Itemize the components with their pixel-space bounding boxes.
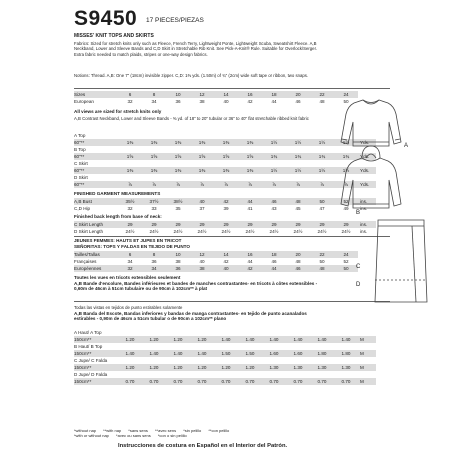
legend-item: *sin pelillo [183,428,202,433]
es-note-views: Todas las vistas en tejidos de punto estirables solamente [74,305,183,310]
measure-cell: 29 [118,221,142,228]
divider [74,236,390,237]
view-label: C Jupe/ C Falda [74,358,108,363]
yardage-cell: 1¾ [286,153,310,160]
yardage-row [74,139,376,146]
yardage-cell: 1¾ [310,153,334,160]
yardage-cell: 1⅜ [190,167,214,174]
legend-item: **con pelillo [208,428,230,433]
yardage-cell: 0.70 [310,378,334,385]
size-cell: 50 [319,259,325,264]
size-cell: 32 [127,99,133,104]
size-cell: 16 [238,91,262,98]
measure-cell: 29 [166,221,190,228]
yardage-cell: ⅞ [166,181,190,188]
yardage-cell: 0.70 [262,378,286,385]
size-cell: 48 [295,259,301,264]
footer-note: Instrucciones de costura en Español en el Interior del Patrón. [118,443,288,449]
measure-cell: 44 [238,198,262,205]
fr-note-bands: A,B Bande d'encolure, Bandes inférieures et bandes de manches contrastantes- en tricots à côtes extensibles - 0,60m de 46cm à 51cm tubulaire ou de 90cm à 102cm** à plat [74,281,318,292]
size-cell: 40 [214,265,238,272]
legend-item: *with or without nap [74,433,109,438]
view-a-label: A [404,143,409,149]
yardage-cell: ⅞ [334,181,358,188]
pattern-code: S9450 [74,7,138,30]
yardage-cell: 0.70 [118,378,142,385]
back-length-table [74,221,376,235]
intl-sizes-row [74,251,358,258]
size-cell: 36 [166,265,190,272]
intl-sizes-table [74,251,361,272]
size-cell: 16 [238,251,262,258]
yardage-cell: 1.40 [190,350,214,357]
measure-cell: 24½ [197,229,207,234]
size-cell: 20 [286,91,310,98]
view-b-illustration [336,143,409,214]
back-length-title: Finished back length from base of neck: [74,214,162,219]
measure-cell: 29 [262,221,286,228]
view-label: C Skirt [74,161,88,166]
contrast-note: A,B Contrast Neckband, Lower and Sleeve Bands - ⅜ yd. of 18" to 20" tubular or 36" to 40" flat stretchable ribbed knit fabric [74,116,309,121]
yardage-cell: 1.40 [334,336,358,343]
yardage-cell: ⅞ [262,181,286,188]
size-cell: 46 [271,259,277,264]
size-cell: 38 [199,99,205,104]
fabric-width: 150cm** [74,378,118,385]
yardage-cell: 1.60 [262,350,286,357]
yardage-cell: 1¾ [262,153,286,160]
sizes-eu-label: European [74,99,94,104]
pieces-count: 17 PIECES/PIEZAS [146,17,204,24]
yardage-cell: 1⅝ [214,153,238,160]
yardage-cell: 1.80 [334,350,358,357]
unit: ins. [358,221,376,228]
size-cell: 8 [142,91,166,98]
yardage-cell: ⅞ [118,181,142,188]
size-cell: 18 [262,251,286,258]
yardage-row [74,336,376,343]
yardage-cell: 0.70 [238,378,262,385]
yardage-cell: 1.40 [262,336,286,343]
yardage-cell: 1⅝ [166,153,190,160]
size-cell: 22 [310,91,334,98]
measure-cell: 37½ [142,198,166,205]
size-cell: 44 [271,99,277,104]
measure-cell: 35½ [118,198,142,205]
measure-cell: 24½ [125,229,135,234]
size-cell: 12 [190,251,214,258]
fabrics-text: Fabrics: Sized for stretch knits only such as Fleece, French Terry, Lightweight Ponte, Lightweight Scuba, Sweatshirt Fleece. A,B Neckband, Lower and Sleeve Bands and C,D Skirt in Stretchable Rib Knit. See Pick-A-Knit® Rule. Suitable for Overlock/Serger. Extra fabric needed to match plaids, stripes or one-way design fabrics. [74,41,317,57]
finished-label: C,D Hip [74,206,91,211]
measure-cell: 24½ [341,229,351,234]
measure-cell: 50 [310,198,334,205]
view-row [74,132,376,139]
size-cell: 44 [247,259,253,264]
yardage-cell: 1.40 [142,350,166,357]
yardage-cell: ⅞ [286,181,310,188]
yardage-cell: 0.70 [334,378,358,385]
measure-cell: 29 [142,221,166,228]
fr-sizes-row [74,258,358,265]
nap-legend [74,428,374,438]
unit: ins. [360,229,368,234]
yardage-cell: 1½ [334,167,358,174]
yardage-cell: 1⅜ [142,167,166,174]
size-cell: 42 [223,259,229,264]
divider [74,88,390,89]
yardage-cell: 1.30 [310,364,334,371]
view-d-label: D [356,282,361,288]
legend-item: *sans sens [128,428,148,433]
fr-title: JEUNES FEMMES: HAUTS ET JUPES EN TRICOT [74,238,182,243]
yardage-cell: 1.40 [118,350,142,357]
yardage-row [74,350,376,357]
es-title: SEÑORITAS: TOPS Y FALDAS EN TEJIDO DE PUNTO [74,244,190,249]
back-length-label: C Skirt Length [74,221,118,228]
size-cell: 14 [214,251,238,258]
yardage-cell: 1.20 [190,336,214,343]
measure-cell: 42 [214,198,238,205]
yardage-cell: 1.30 [262,364,286,371]
yardage-cell: 1⅝ [190,153,214,160]
eu-sizes-label: Européennes [74,265,118,272]
measure-cell: 24½ [293,229,303,234]
yardage-cell: 0.70 [166,378,190,385]
size-cell: 36 [175,99,181,104]
yardage-cell: 1⅜ [142,139,166,146]
finished-row [74,198,376,205]
measure-cell: 46 [262,198,286,205]
yardage-cell: 1.20 [142,364,166,371]
measure-cell: 29 [238,221,262,228]
unit: M [358,336,376,343]
size-cell: 44 [262,265,286,272]
yardage-cell: 1½ [334,139,358,146]
yardage-row [74,181,376,188]
unit: Yds. [358,167,376,174]
yardage-cell: 1½ [310,139,334,146]
view-label: D Jupe/ D Falda [74,372,108,377]
unit: ins. [358,198,376,205]
view-row [74,329,376,336]
yardage-cell: 0.70 [190,378,214,385]
yardage-cell: 0.70 [142,378,166,385]
size-cell: 42 [247,99,253,104]
fabric-width: 60"** [74,181,118,188]
view-label: A Top [74,133,86,138]
size-cell: 10 [166,251,190,258]
fr-note-views: Toutes les vues en tricots extensibles seulement [74,275,181,280]
finished-table [74,198,376,212]
view-label: D Skirt [74,175,88,180]
view-label: B Haut/ B Top [74,344,103,349]
fabric-width: 60"** [74,153,118,160]
yardage-cell: 1.50 [214,350,238,357]
yardage-en-table [74,132,376,188]
unit: M [358,364,376,371]
yardage-cell: 1.60 [286,350,310,357]
measure-cell: 47 [319,206,325,211]
divider [74,301,390,302]
yardage-cell: 1⅝ [118,153,142,160]
size-cell: 42 [238,265,262,272]
yardage-metric-table [74,329,376,385]
yardage-cell: 1⅜ [238,167,262,174]
view-cd-illustration [372,218,430,306]
measure-cell: 24½ [221,229,231,234]
measure-cell: 32 [127,206,133,211]
size-cell: 6 [118,251,142,258]
measure-cell: 29 [334,221,358,228]
back-length-row [74,221,376,228]
size-cell: 52 [343,259,349,264]
size-cell: 14 [214,91,238,98]
measure-cell: 24½ [173,229,183,234]
yardage-cell: ⅞ [142,181,166,188]
measure-cell: 41 [247,206,253,211]
measure-cell: 37 [199,206,205,211]
yardage-cell: 1.20 [142,336,166,343]
yardage-cell: 1.40 [166,350,190,357]
size-cell: 8 [142,251,166,258]
yardage-cell: 1⅜ [166,167,190,174]
yardage-cell: 1.20 [238,364,262,371]
sizes-table [74,91,358,105]
view-b-label: B [356,210,361,216]
yardage-cell: 1⅜ [166,139,190,146]
yardage-cell: 0.70 [214,378,238,385]
legend-item: *without nap [74,428,97,433]
size-cell: 10 [166,91,190,98]
yardage-cell: 1⅝ [142,153,166,160]
yardage-cell: 1.50 [238,350,262,357]
yardage-cell: 1½ [286,139,310,146]
yardage-cell: 1⅜ [118,167,142,174]
yardage-cell: 0.70 [286,378,310,385]
finished-row [74,205,376,212]
measure-cell: 24½ [245,229,255,234]
size-cell: 24 [334,91,358,98]
view-label: A Haut/ A Top [74,330,102,335]
size-cell: 34 [142,265,166,272]
measure-cell: 48 [286,198,310,205]
yardage-cell: 1.40 [238,336,262,343]
measure-cell: 52 [334,198,358,205]
size-cell: 38 [175,259,181,264]
unit: Yds. [358,181,376,188]
measure-cell: 29 [214,221,238,228]
size-cell: 22 [310,251,334,258]
sizes-eu-row [74,98,358,105]
sizes-us-label: Sizes [74,91,118,98]
measure-cell: 38½ [166,198,190,205]
size-cell: 40 [223,99,229,104]
yardage-cell: 1.20 [166,364,190,371]
measure-cell: 24½ [269,229,279,234]
yardage-cell: 1.30 [286,364,310,371]
yardage-cell: ⅞ [190,181,214,188]
legend-item: **with nap [103,428,122,433]
size-cell: 34 [127,259,133,264]
measure-cell: 39 [223,206,229,211]
yardage-cell: 1½ [262,167,286,174]
size-cell: 38 [190,265,214,272]
yardage-cell: 1⅝ [238,153,262,160]
fabric-width: 150cm** [74,364,118,371]
size-cell: 18 [262,91,286,98]
view-label: B Top [74,147,86,152]
size-cell: 40 [199,259,205,264]
eu-sizes-row [74,265,358,272]
measure-cell: 24½ [149,229,159,234]
legend-item: *con o sin pelillo [157,433,187,438]
size-cell: 50 [334,265,358,272]
yardage-cell: 1.20 [214,364,238,371]
size-cell: 24 [334,251,358,258]
es-note-bands: A,B Banda del Escote, Bandas inferiores y bandas de manga contrastantes- en tejido de punto acanalados estirables - 0,90m de 46cm a 51cm tubular o de 90cm a 102cm** plano [74,311,307,322]
unit: M [358,378,376,385]
fr-sizes-label: Françaises [74,259,97,264]
fabric-width: 60"** [74,139,118,146]
size-cell: 32 [118,265,142,272]
view-row [74,371,376,378]
view-row [74,343,376,350]
intl-sizes-label: Tailles/Tallas [74,251,118,258]
yardage-cell: 1⅜ [214,139,238,146]
fabric-width: 150cm** [74,350,118,357]
measure-cell: 29 [310,221,334,228]
yardage-cell: 1⅜ [238,139,262,146]
unit: M [358,350,376,357]
yardage-row [74,153,376,160]
yardage-cell: 1.20 [118,336,142,343]
yardage-cell: 1.30 [334,364,358,371]
legend-item: **avec sens [154,428,177,433]
all-views-note: All views are sized for stretch knits only [74,109,162,114]
yardage-cell: 1.40 [286,336,310,343]
size-cell: 12 [190,91,214,98]
size-cell: 50 [343,99,349,104]
measure-cell: 49 [343,206,349,211]
back-length-row [74,228,376,235]
yardage-cell: 1.20 [190,364,214,371]
legend-item: *avec ou sans sens [116,433,151,438]
notions-text: Notions: Thread. A,B: One 7" (18cm) invisible zipper. C,D: 1⅜ yds. (1.50m) of ¾" (2cm) wide soft tape or ribbon, two snaps. [74,73,309,78]
size-cell: 36 [151,259,157,264]
view-row [74,160,376,167]
yardage-cell: 1½ [262,139,286,146]
size-cell: 46 [295,99,301,104]
yardage-cell: 1.80 [310,350,334,357]
measure-cell: 45 [295,206,301,211]
yardage-cell: 1.20 [166,336,190,343]
measure-cell: 29 [190,221,214,228]
yardage-cell: 1.40 [214,336,238,343]
size-cell: 6 [118,91,142,98]
yardage-cell: 1.20 [118,364,142,371]
unit: Yds. [358,153,376,160]
finished-title: FINISHED GARMENT MEASUREMENTS [74,191,161,196]
measure-cell: 24½ [317,229,327,234]
measure-cell: 40 [190,198,214,205]
yardage-cell: 1⅜ [214,167,238,174]
size-cell: 20 [286,251,310,258]
yardage-cell: ⅞ [310,181,334,188]
view-row [74,357,376,364]
view-row [74,146,376,153]
yardage-cell: ⅞ [214,181,238,188]
measure-cell: 33 [151,206,157,211]
fabric-width: 150cm** [74,336,118,343]
size-cell: 48 [310,265,334,272]
view-row [74,174,376,181]
yardage-row [74,167,376,174]
yardage-cell: ⅞ [238,181,262,188]
yardage-cell: 1½ [310,167,334,174]
measure-cell: 43 [271,206,277,211]
measure-cell: 29 [286,221,310,228]
yardage-row [74,378,376,385]
size-cell: 46 [286,265,310,272]
pattern-title: MISSES' KNIT TOPS AND SKIRTS [74,33,154,39]
back-length-label: D Skirt Length [74,229,104,234]
measure-cell: 35 [175,206,181,211]
yardage-cell: 1¾ [334,153,358,160]
yardage-cell: 1⅜ [190,139,214,146]
yardage-cell: 1½ [286,167,310,174]
yardage-cell: 1.40 [310,336,334,343]
unit: Yds. [358,139,376,146]
yardage-row [74,364,376,371]
finished-label: A,B Bust [74,198,118,205]
yardage-cell: 1⅜ [118,139,142,146]
fabric-width: 60"** [74,167,118,174]
size-cell: 48 [319,99,325,104]
sizes-us-row [74,91,358,98]
view-c-label: C [356,264,361,270]
size-cell: 34 [151,99,157,104]
unit: ins. [360,206,368,211]
